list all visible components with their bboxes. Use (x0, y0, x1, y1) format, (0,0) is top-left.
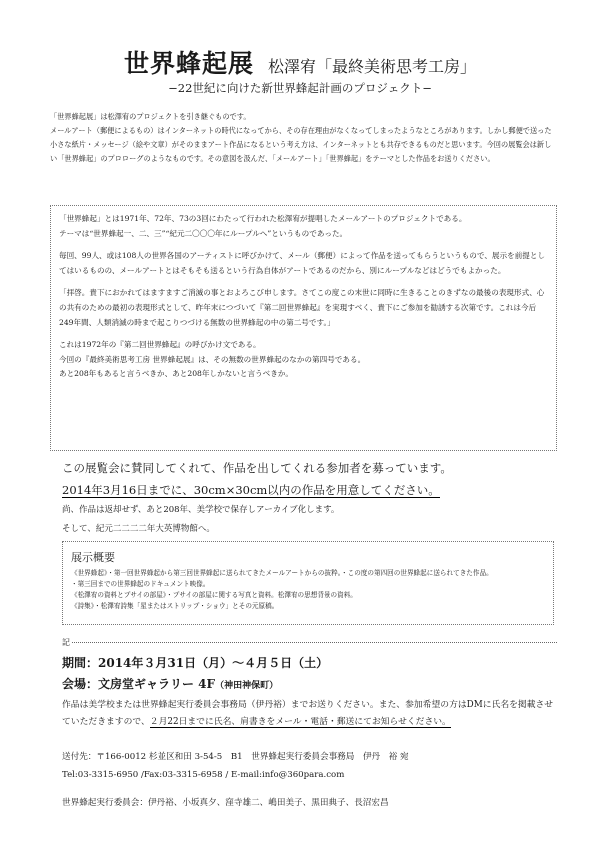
exhibition-period: 期間：2014年３月31日（月）〜４月５日（土） (62, 656, 329, 670)
intro-line: 「世界蜂起展」は松澤宥のプロジェクトを引き継ぐものです。 (50, 112, 251, 121)
exhibition-title: 世界蜂起展 (123, 49, 254, 78)
quote-paragraph-4 (59, 338, 549, 382)
submission-deadline (62, 482, 440, 498)
british-museum-note: そして、紀元二二二二年大英博物館へ。 (62, 524, 215, 534)
venue-area: （神田神保町） (215, 681, 279, 691)
quote-line: あと208年もあると言うべきか、あと208年しかないと言うべきか。 (59, 369, 294, 379)
venue-name: 会場：文房堂ギャラリー 4F (62, 677, 216, 691)
quote-line: 今回の『最終美術思考工房 世界蜂起展』は、その無数の世界蜂起のなかの第四号である。 (59, 354, 366, 364)
history-quote-box (50, 205, 557, 451)
artist-studio: 松澤宥「最終美術思考工房」 (268, 57, 477, 76)
exhibition-outline-box (62, 541, 554, 625)
note-deadline: ２月22日までに氏名、肩書きをメール・電話・郵送にてお知らせください。 (149, 717, 451, 727)
outline-list (71, 568, 547, 612)
quote-content (59, 212, 549, 390)
contact-info: Tel:03-3315-6950 /Fax:03-3315-6958 / E-mail:info@360para.com (62, 770, 345, 780)
divider (72, 642, 557, 643)
call-for-participants: この展覧会に賛同してくれて、作品を出してくれる参加者を募っています。 (62, 461, 452, 475)
title-row (0, 44, 600, 80)
venue (62, 675, 278, 692)
subtitle: −22世紀に向けた新世界蜂起計画のプロジェクト− (168, 81, 432, 95)
outline-item: ・第三回までの世界蜂起のドキュメント映像。 (71, 580, 210, 588)
quote-paragraph-2: 毎回、99人、或は108人の世界各国のアーティストに呼びかけて、メール（郵便）によって作品を送ってもらうというもので、展示を前提としてはいるものの、メールアートとはそもそも送るという行為自体がアートであるのだから、別にループルなどはどうでもよかった。 (59, 251, 546, 275)
outline-item: 《世界蜂起》・第一回世界蜂起から第三回世界蜂起に送られてきたメールアートからの抜粋。・この度の第四回の世界蜂起に送られてきた作品。 (71, 569, 493, 577)
archive-note: 尚、作品は返却せず、あと208年、美学校で保存しアーカイブ化します。 (62, 505, 340, 515)
submission-note (62, 697, 557, 731)
outline-title: 展示概要 (71, 551, 115, 564)
mailing-address: 送付先：〒166-0012 杉並区和田 3-54-5 B1 世界蜂起実行委員会事務局 伊丹 裕 宛 (62, 752, 409, 762)
note-text: 作品は美学校または世界蜂起実行委員会事務局（伊丹裕）までお送りください。また、参加希望の方はDMに氏名を掲載させていただきますので、 (62, 700, 554, 727)
quote-paragraph-1 (59, 212, 549, 241)
outline-item: 《松澤宥の資料とプサイの部屋》・プサイの部屋に関する写真と資料。松澤宥の思想背景の資料。 (71, 591, 357, 599)
intro-paragraph: メールアート（郵便によるもの）はインターネットの時代になってから、その存在理由がなくなってしまったようなところがあります。しかし郵便で送った小さな紙片・メッセージ（絵や文章）がそのままアート作品になるという考え方は、インターネットとも共存できるものだと思います。今回の展覧会は新しい「世界蜂起」のプロローグのようなものです。その意図を汲んだ、「メールアート」「世界蜂起」をテーマとした作品をお送りください。 (50, 126, 552, 163)
committee-members: 世界蜂起実行委員会：伊丹裕、小坂真夕、窪寺雄二、嶋田美子、黒田典子、長沼宏昌 (62, 798, 389, 808)
quote-paragraph-3: 「拝啓。貴下におかれてはますますご消滅の事とおよろこび申します。さてこの度この末世に同時に生きることのきずなの最後の表現形式、心の共有のための最初の表現形式として、昨年末につづいて『第二回世界蜂起』を実現すべく、貴下にご参加を勧誘する次第です。これは今后249年間、人類消滅の時まで起こりつづける無数の世界蜂起の中の第二号です。」 (59, 288, 545, 327)
quote-line: テーマは“世界蜂起一、二、三”“紀元二〇〇〇年にループルへ”というものであった。 (59, 228, 348, 238)
deadline-text: 2014年3月16日までに、30cm×30cm以内の作品を用意してください。 (62, 483, 440, 497)
ki-mark: 記 (62, 638, 70, 647)
outline-item: 《詩集》・松澤宥詩集「星またはストリップ・ショウ」とその元原稿。 (71, 602, 279, 610)
quote-line: これは1972年の『第二回世界蜂起』の呼びかけ文である。 (59, 340, 261, 350)
intro-text (50, 110, 555, 166)
quote-line: 「世界蜂起」とは1971年、72年、73の3回にわたって行われた松澤宥が提唱したメールアートのプロジェクトである。 (59, 214, 467, 223)
